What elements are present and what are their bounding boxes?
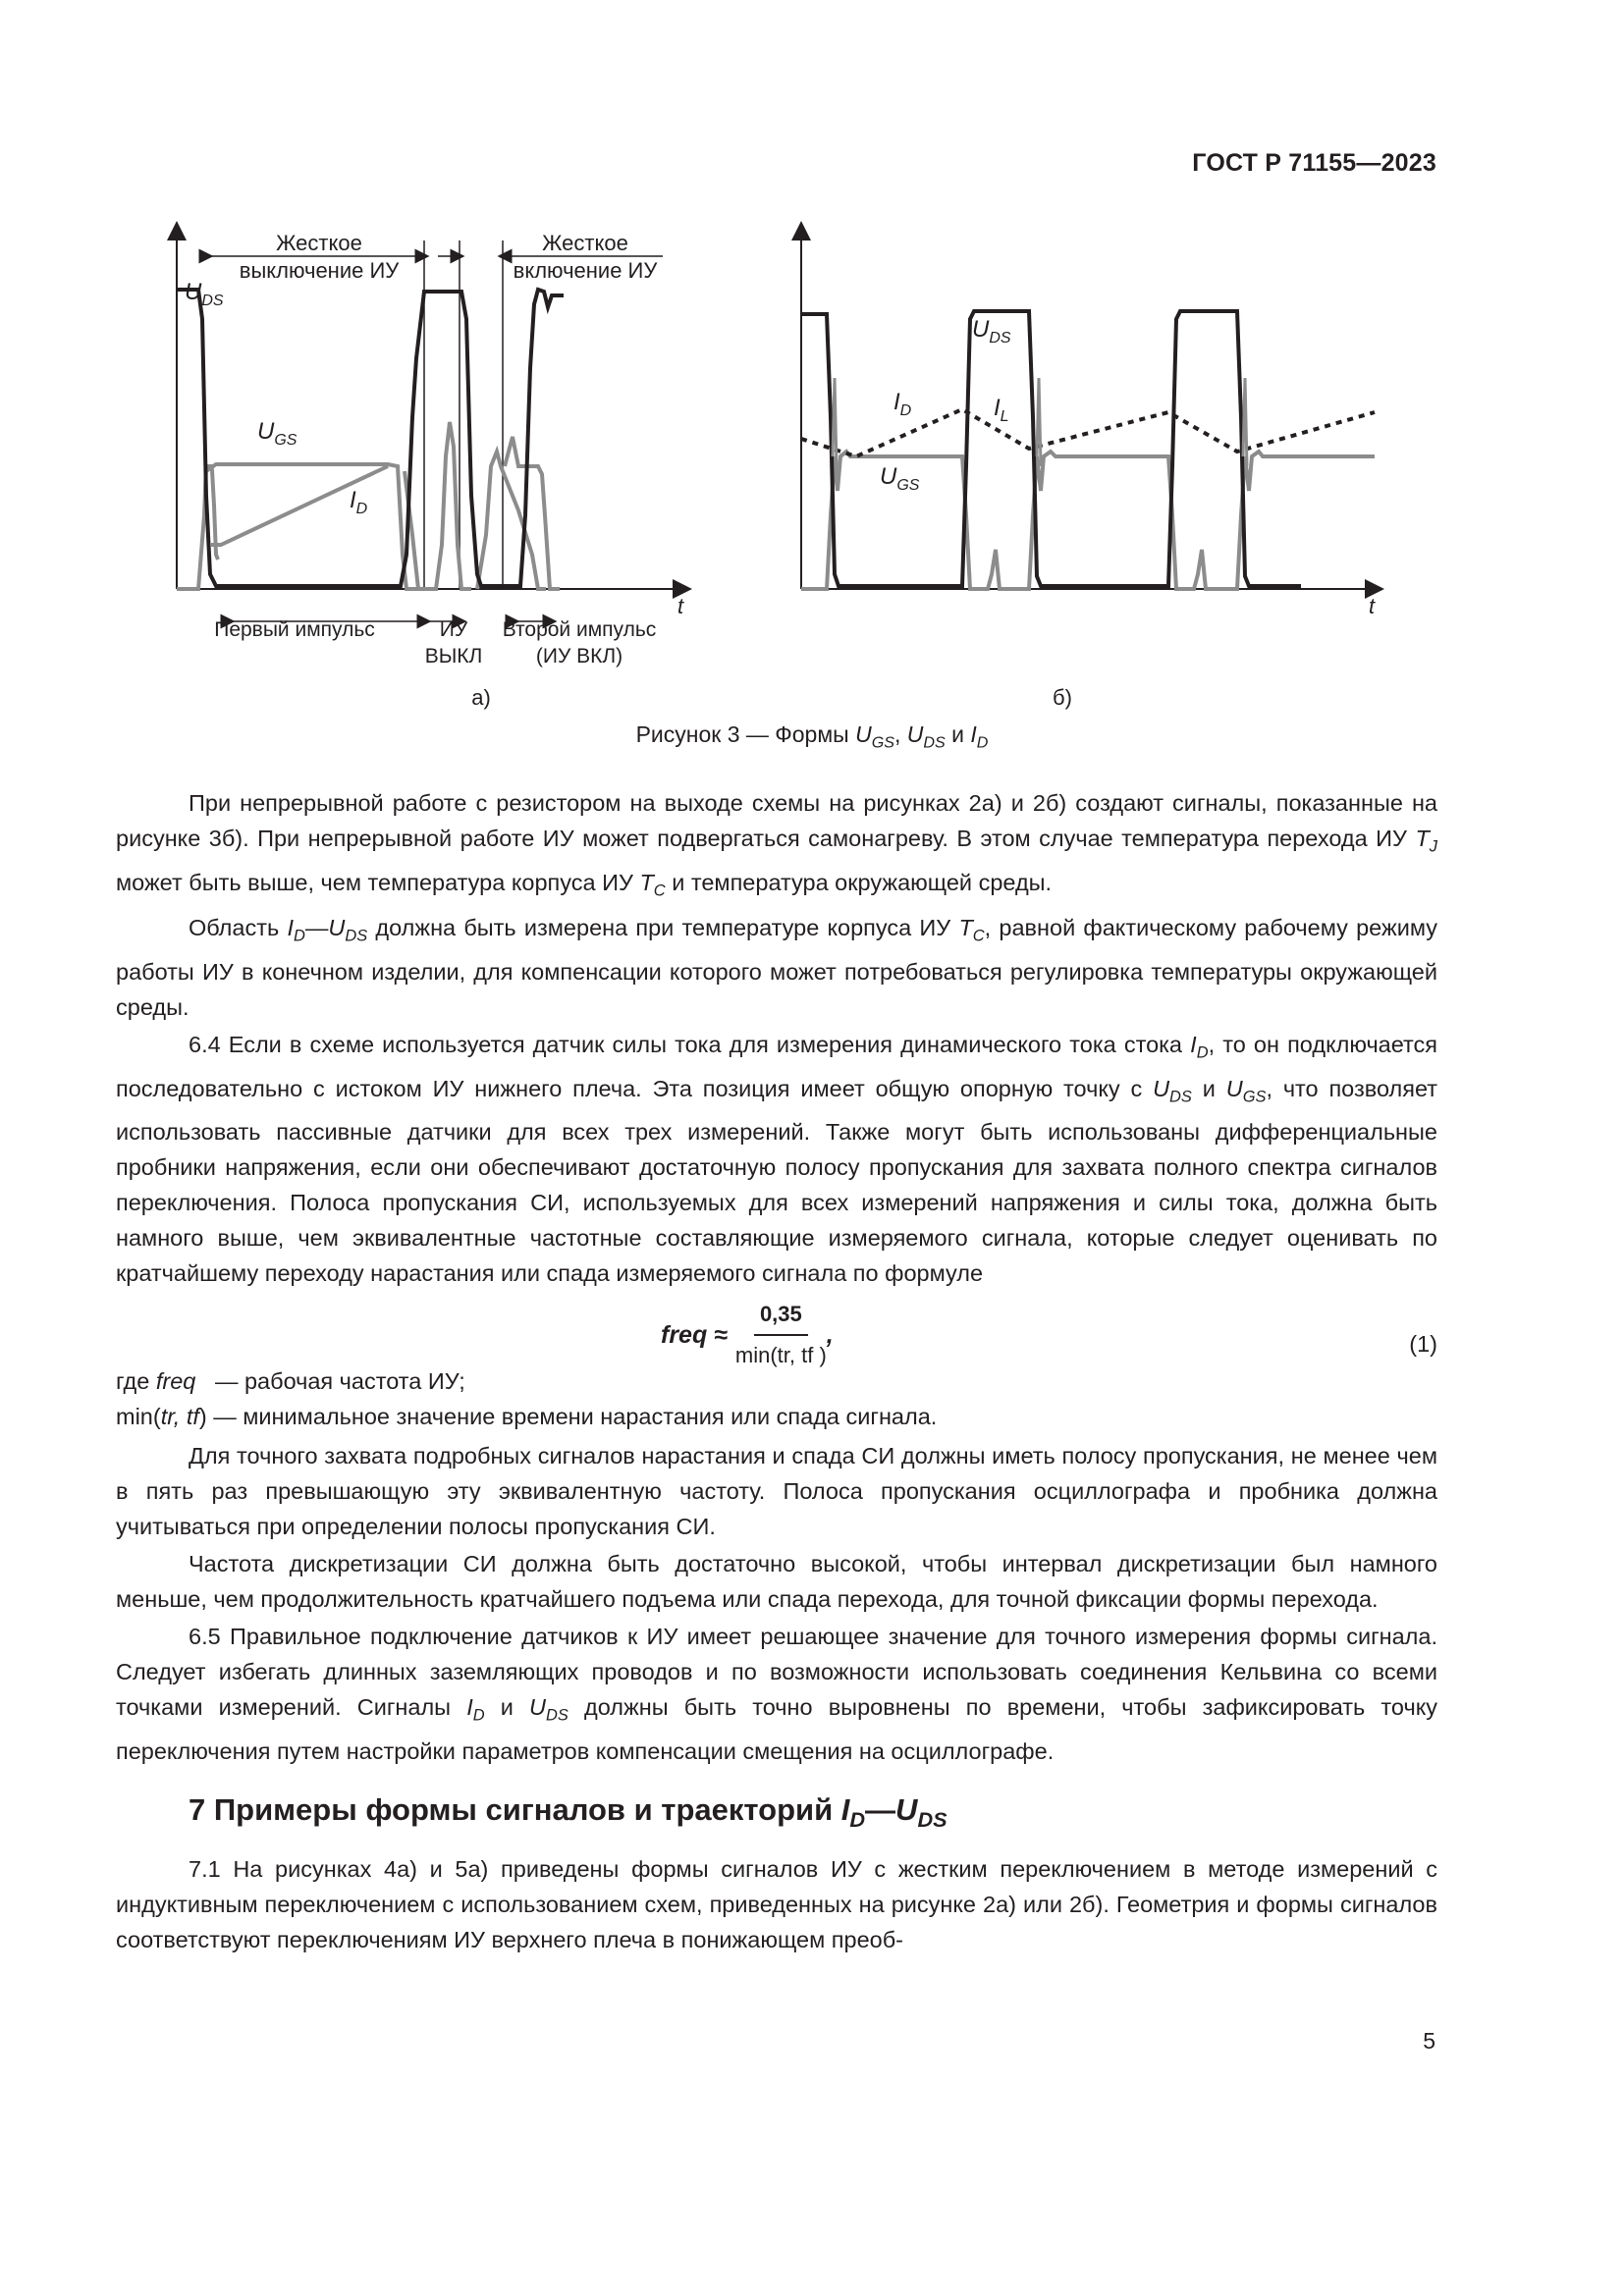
paragraph: Для точного захвата подробных сигналов нарастания и спада СИ должны иметь полосу пропускания, не менее чем в пять раз превышающую эту эквивалентную частоту. Полоса пропускания осциллографа и пробника должна учитываться при определении полосы пропускания СИ. <box>116 1443 1437 1540</box>
where-line-1: где freq — рабочая частота ИУ; <box>116 1368 465 1395</box>
t-axis-label: t <box>677 594 684 618</box>
ugs-label-b: $U_{GS}$ <box>880 463 920 494</box>
uds-curve <box>177 290 564 586</box>
il-label-b: $I_L$ <box>994 395 1009 425</box>
id-il-curve <box>801 409 1375 456</box>
formula-number: (1) <box>1409 1331 1437 1358</box>
section-7-title: 7 Примеры формы сигналов и траекторий $I_D—U_{DS}$ <box>189 1792 947 1833</box>
id-label: $I_D$ <box>350 487 368 517</box>
formula-fraction: $\frac{0,35}{\min(tr, tf )}$ <box>735 1297 827 1373</box>
panel-a <box>177 231 684 710</box>
label-second-pulse-1: Второй импульс <box>502 618 657 641</box>
id-label-b: $I_D$ <box>893 389 912 419</box>
label-hard-off-2: выключение ИУ <box>239 258 400 283</box>
paragraph: 6.4 Если в схеме используется датчик силы тока для измерения динамического тока стока $I_D$, то он подключается последовательно с истоком ИУ нижнего плеча. Эта позиция имеет общую опорную точку с $U_{DS}$ и $U_{GS}$, что позволяет использовать пассивные датчики для всех трех измерений. Также могут быть использованы дифференциальные пробники напряжения, если они обеспечивают достаточную полосу пропускания для захвата полного спектра сигналов переключения. Полоса пропускания СИ, используемых для всех измерений напряжения и силы тока, должна быть намного выше, чем эквивалентные частотные составляющие измеряемого сигнала, которые следует оценивать по кратчайшему переходу нарастания или спада измеряемого сигнала по формуле <box>116 1032 1438 1287</box>
paragraph: 7.1 На рисунках 4а) и 5а) приведены формы сигналов ИУ с жестким переключением в методе измерений с индуктивным переключением с использованием схем, приведенных на рисунке 2а) или 2б). Геометрия и формы сигналов соответствуют переключениям ИУ верхнего плеча в понижающем преоб- <box>116 1856 1437 1953</box>
figure-3 <box>147 221 1424 771</box>
uds-label: $U_{DS}$ <box>185 279 224 309</box>
ugs-label: $U_{GS}$ <box>257 418 298 449</box>
label-off-2: ВЫКЛ <box>424 645 483 667</box>
where-line-2: min(tr, tf) — минимальное значение времени нарастания или спада сигнала. <box>116 1404 938 1430</box>
panel-a-label: а) <box>471 685 491 710</box>
paragraph: 6.5 Правильное подключение датчиков к ИУ имеет решающее значение для точного измерения формы сигнала. Следует избегать длинных заземляющих проводов и по возможности использовать соединения Кельвина со всеми точками измерений. Сигналы $I_D$ и $U_{DS}$ должны быть точно выровнены по времени, чтобы зафиксировать точку переключения путем настройки параметров компенсации смещения на осциллографе. <box>116 1624 1437 1765</box>
figure-caption: Рисунок 3 — Формы $U_{GS}$, $U_{DS}$ и $I_D$ <box>635 721 989 752</box>
label-first-pulse: Первый импульс <box>214 618 375 641</box>
formula-1 <box>116 1293 1437 1368</box>
document-id: ГОСТ Р 71155—2023 <box>1192 149 1436 177</box>
paragraph: При непрерывной работе с резистором на выходе схемы на рисунках 2а) и 2б) создают сигналы, показанные на рисунке 3б). При непрерывной работе ИУ может подвергаться самонагреву. В этом случае температура перехода ИУ $T_J$ может быть выше, чем температура корпуса ИУ $T_C$ и температура окружающей среды. <box>116 790 1438 900</box>
waveform-figure <box>147 221 1424 771</box>
label-off-1: ИУ <box>439 618 468 641</box>
label-hard-on-2: включение ИУ <box>513 258 658 283</box>
label-hard-on-1: Жесткое <box>542 231 628 255</box>
paragraph: Частота дискретизации СИ должна быть достаточно высокой, чтобы интервал дискретизации был намного меньше, чем продолжительность кратчайшего подъема или спада перехода, для точной фиксации формы перехода. <box>116 1551 1437 1613</box>
formula-expression: freq ≈ $\frac{0,35}{\min(tr, tf )}$ , <box>661 1297 834 1373</box>
panel-b <box>801 231 1376 710</box>
t-axis-label-b: t <box>1369 594 1376 618</box>
uds-label-b: $U_{DS}$ <box>972 316 1011 347</box>
page-number: 5 <box>1423 2028 1435 2054</box>
uds-curve-b <box>801 311 1301 586</box>
panel-b-label: б) <box>1053 685 1072 710</box>
paragraph: Область $I_D—U_{DS}$ должна быть измерена при температуре корпуса ИУ $T_C$, равной фактическому рабочему режиму работы ИУ в конечном изделии, для компенсации которого может потребоваться регулировка температуры окружающей среды. <box>116 915 1438 1021</box>
body-text <box>116 785 1437 1959</box>
label-hard-off-1: Жесткое <box>276 231 362 255</box>
label-second-pulse-2: (ИУ ВКЛ) <box>535 645 623 667</box>
